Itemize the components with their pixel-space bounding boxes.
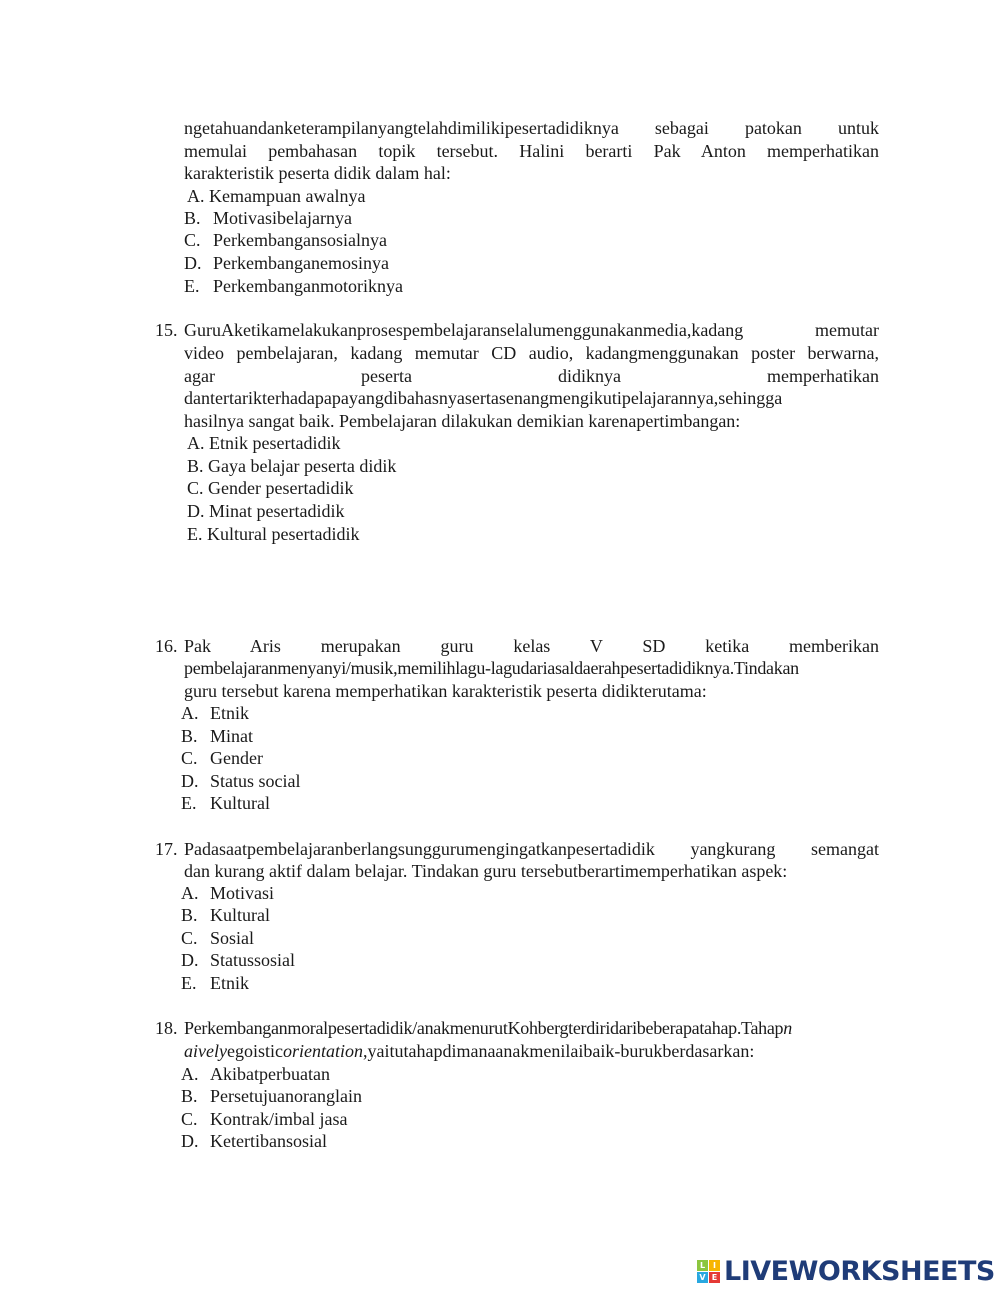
option-text: Ketertibansosial bbox=[210, 1131, 327, 1151]
option-letter: D. bbox=[184, 253, 202, 273]
option-text: Perkembangansosialnya bbox=[213, 230, 387, 250]
option-text: Statussosial bbox=[210, 950, 296, 970]
q15-option-d bbox=[187, 500, 344, 522]
logo-blocks-icon bbox=[697, 1260, 720, 1283]
q16-option-e bbox=[181, 792, 270, 814]
option-text: Etnik bbox=[210, 973, 249, 993]
option-letter: B. bbox=[181, 726, 198, 746]
option-text: Gender pesertadidik bbox=[208, 478, 354, 498]
option-letter: C. bbox=[181, 928, 198, 948]
option-text: Kultural bbox=[210, 793, 270, 813]
option-letter: D. bbox=[181, 771, 199, 791]
option-letter: B. bbox=[184, 208, 201, 228]
option-letter: A. bbox=[181, 883, 199, 903]
q14-option-c bbox=[184, 229, 387, 251]
logo-block-e: E bbox=[709, 1272, 720, 1283]
option-letter: E. bbox=[181, 793, 197, 813]
q15-number: 15. bbox=[155, 320, 178, 340]
option-letter: B. bbox=[181, 1086, 198, 1106]
q15-line-2: video pembelajaran, kadang memutar CD audio, kadangmenggunakan poster berwarna, bbox=[184, 343, 879, 363]
q16-option-d bbox=[181, 770, 301, 792]
q18-option-b bbox=[181, 1085, 362, 1107]
q18-line-1-italic: n bbox=[783, 1018, 792, 1038]
q18-line-1-text: Perkembanganmoralpesertadidik/anakmenurutKohbergterdiridaribeberapatahap.Tahap bbox=[184, 1018, 784, 1038]
option-letter: D. bbox=[181, 950, 199, 970]
option-letter: A. bbox=[181, 703, 199, 723]
q14-line-2: memulai pembahasan topik tersebut. Halini berarti Pak Anton memperhatikan bbox=[184, 141, 879, 161]
option-letter: C. bbox=[181, 1109, 198, 1129]
q14-line-1: ngetahuandanketerampilanyangtelahdimilikipesertadidiknya sebagai patokan untuk bbox=[184, 118, 879, 138]
q17-option-e bbox=[181, 972, 249, 994]
q17-option-b bbox=[181, 904, 270, 926]
option-text: Gender bbox=[210, 748, 263, 768]
option-text: Minat bbox=[210, 726, 253, 746]
q17-option-a bbox=[181, 882, 274, 904]
q17-option-d bbox=[181, 949, 295, 971]
option-letter: C. bbox=[184, 230, 201, 250]
q15-option-a bbox=[187, 432, 340, 454]
q16-option-a bbox=[181, 702, 249, 724]
q18-option-a bbox=[181, 1063, 330, 1085]
option-text: Minat pesertadidik bbox=[209, 501, 345, 521]
option-letter: E. bbox=[187, 524, 203, 544]
liveworksheets-logo bbox=[697, 1256, 995, 1287]
option-letter: E. bbox=[181, 973, 197, 993]
q17-option-c bbox=[181, 927, 254, 949]
q18-line-2-text: ,yaitutahapdimanaanakmenilaibaik-burukberdasarkan: bbox=[362, 1041, 755, 1061]
option-letter: A. bbox=[187, 186, 205, 206]
option-text: Motivasibelajarnya bbox=[213, 208, 352, 228]
option-text: Gaya belajar peserta didik bbox=[208, 456, 397, 476]
q14-option-e bbox=[184, 275, 403, 297]
option-text: Kultural pesertadidik bbox=[207, 524, 360, 544]
q18-italic-aively: aively bbox=[184, 1041, 227, 1061]
q18-option-d bbox=[181, 1130, 327, 1152]
q18-option-c bbox=[181, 1108, 347, 1130]
logo-block-i: I bbox=[709, 1260, 720, 1271]
q15-line-4: dantertarikterhadapapayangdibahasnyasertasenangmengikutipelajarannya,sehingga bbox=[184, 388, 783, 408]
option-letter: B. bbox=[187, 456, 204, 476]
q15-line-5: hasilnya sangat baik. Pembelajaran dilakukan demikian karenapertimbangan: bbox=[184, 411, 741, 431]
option-text: Kontrak/imbal jasa bbox=[210, 1109, 348, 1129]
option-letter: A. bbox=[181, 1064, 199, 1084]
q15-line-3: agar peserta didiknya memperhatikan bbox=[184, 366, 879, 386]
option-text: Kultural bbox=[210, 905, 270, 925]
option-text: Kemampuan awalnya bbox=[209, 186, 366, 206]
logo-block-v: V bbox=[697, 1272, 708, 1283]
option-text: Etnik pesertadidik bbox=[209, 433, 341, 453]
q17-line-2: dan kurang aktif dalam belajar. Tindakan guru tersebutberartimemperhatikan aspek: bbox=[184, 861, 788, 881]
q17-number: 17. bbox=[155, 839, 178, 859]
q16-line-3: guru tersebut karena memperhatikan karakteristik peserta didikterutama: bbox=[184, 681, 707, 701]
q16-number: 16. bbox=[155, 636, 178, 656]
q17-line-1: Padasaatpembelajaranberlangsunggurumengingatkanpesertadidik yangkurang semangat bbox=[184, 839, 879, 859]
q14-option-d bbox=[184, 252, 389, 274]
q15-line-1: GuruAketikamelakukanprosespembelajaranselalumenggunakanmedia,kadang memutar bbox=[184, 320, 879, 340]
option-letter: E. bbox=[184, 276, 200, 296]
q14-option-a bbox=[187, 185, 365, 207]
option-text: Status social bbox=[210, 771, 301, 791]
q15-option-b bbox=[187, 455, 396, 477]
option-letter: D. bbox=[181, 1131, 199, 1151]
option-text: Etnik bbox=[210, 703, 249, 723]
option-letter: C. bbox=[181, 748, 198, 768]
q18-italic-orientation: orientation bbox=[282, 1041, 363, 1061]
option-letter: D. bbox=[187, 501, 205, 521]
q18-text-egoistic: egoistic bbox=[226, 1041, 283, 1061]
logo-text: LIVEWORKSHEETS bbox=[724, 1256, 995, 1287]
q16-line-2: pembelajaranmenyanyi/musik,memilihlagu-lagudariasaldaerahpesertadidiknya.Tindakan bbox=[184, 658, 799, 678]
option-text: Akibatperbuatan bbox=[210, 1064, 330, 1084]
option-letter: A. bbox=[187, 433, 205, 453]
q16-line-1: Pak Aris merupakan guru kelas V SD ketika memberikan bbox=[184, 636, 879, 656]
option-text: Perkembanganmotoriknya bbox=[213, 276, 403, 296]
option-text: Persetujuanoranglain bbox=[210, 1086, 362, 1106]
q14-option-b bbox=[184, 207, 352, 229]
option-text: Motivasi bbox=[210, 883, 275, 903]
q14-line-3: karakteristik peserta didik dalam hal: bbox=[184, 163, 451, 183]
q18-number: 18. bbox=[155, 1018, 178, 1038]
option-text: Perkembanganemosinya bbox=[213, 253, 389, 273]
q16-option-c bbox=[181, 747, 263, 769]
option-letter: C. bbox=[187, 478, 204, 498]
q15-option-e bbox=[187, 523, 359, 545]
option-text: Sosial bbox=[210, 928, 255, 948]
logo-block-l: L bbox=[697, 1260, 708, 1271]
q15-option-c bbox=[187, 477, 353, 499]
q16-option-b bbox=[181, 725, 253, 747]
option-letter: B. bbox=[181, 905, 198, 925]
q18-line-1 bbox=[184, 1017, 792, 1039]
q18-line-2 bbox=[184, 1040, 754, 1062]
